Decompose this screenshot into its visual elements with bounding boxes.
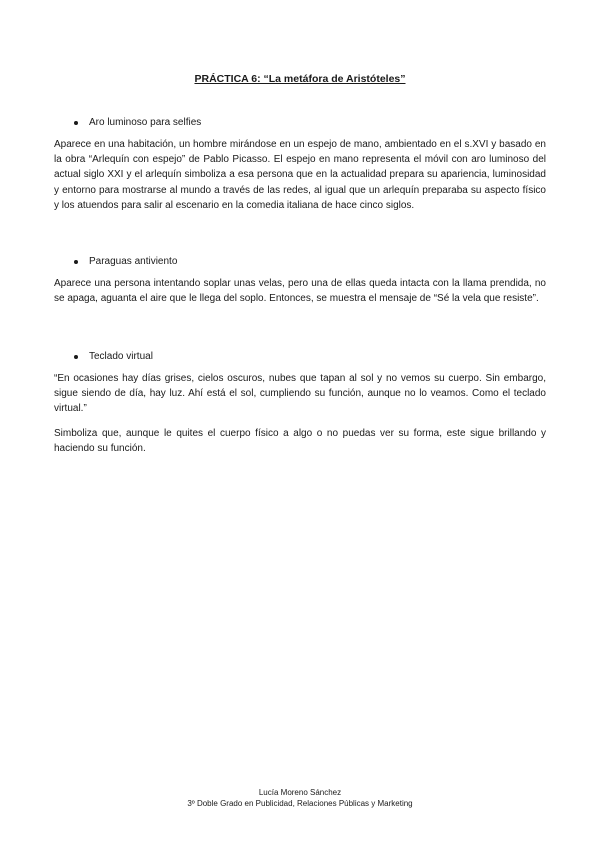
paragraph: Aparece en una habitación, un hombre mirándose en un espejo de mano, ambientado en el s.XVI y basado en la obra “Arlequín con espejo” de Pablo Picasso. El espejo en mano representa el móvil con aro luminoso del actual siglo XXI y el arlequín simboliza a esa persona que en la actualidad prepara su apariencia, luminosidad y entorno para mostrarse al mundo a través de las redes, al igual que un arlequín preparaba su aspecto físico y los atuendos para salir al escenario en la comedia italiana de hace cinco siglos. <box>54 139 546 211</box>
page-title: PRÁCTICA 6: “La metáfora de Aristóteles” <box>194 73 406 85</box>
footer-author: Lucía Moreno Sánchez <box>258 788 342 797</box>
section-heading: Teclado virtual <box>89 351 153 362</box>
bullet-item <box>74 351 546 362</box>
bullet-dot-icon <box>74 355 78 359</box>
section-paraguas <box>54 256 546 315</box>
section-aro-luminoso <box>54 117 546 222</box>
footer-course: 3º Doble Grado en Publicidad, Relaciones Públicas y Marketing <box>187 799 413 808</box>
section-heading: Paraguas antiviento <box>89 256 178 267</box>
section-teclado <box>54 351 546 465</box>
paragraph: Aparece una persona intentando soplar unas velas, pero una de ellas queda intacta con la llama prendida, no se apaga, aguanta el aire que le llega del soplo. Entonces, se muestra el mensaje de “Sé la vela que resiste”. <box>54 278 546 305</box>
paragraph: “En ocasiones hay días grises, cielos oscuros, nubes que tapan al sol y no vemos su cuerpo. Sin embargo, sigue siendo de día, hay luz. Ahí está el sol, cumpliendo su función, aunque no lo veamos. Como el teclado virtual.” <box>54 373 546 415</box>
bullet-item <box>74 117 546 128</box>
page-footer <box>0 787 600 809</box>
paragraph: Simboliza que, aunque le quites el cuerpo físico a algo o no puedas ver su forma, este sigue brillando y haciendo su función. <box>54 427 546 454</box>
bullet-item <box>74 256 546 267</box>
bullet-dot-icon <box>74 121 78 125</box>
section-heading: Aro luminoso para selfies <box>89 117 202 128</box>
bullet-dot-icon <box>74 260 78 264</box>
